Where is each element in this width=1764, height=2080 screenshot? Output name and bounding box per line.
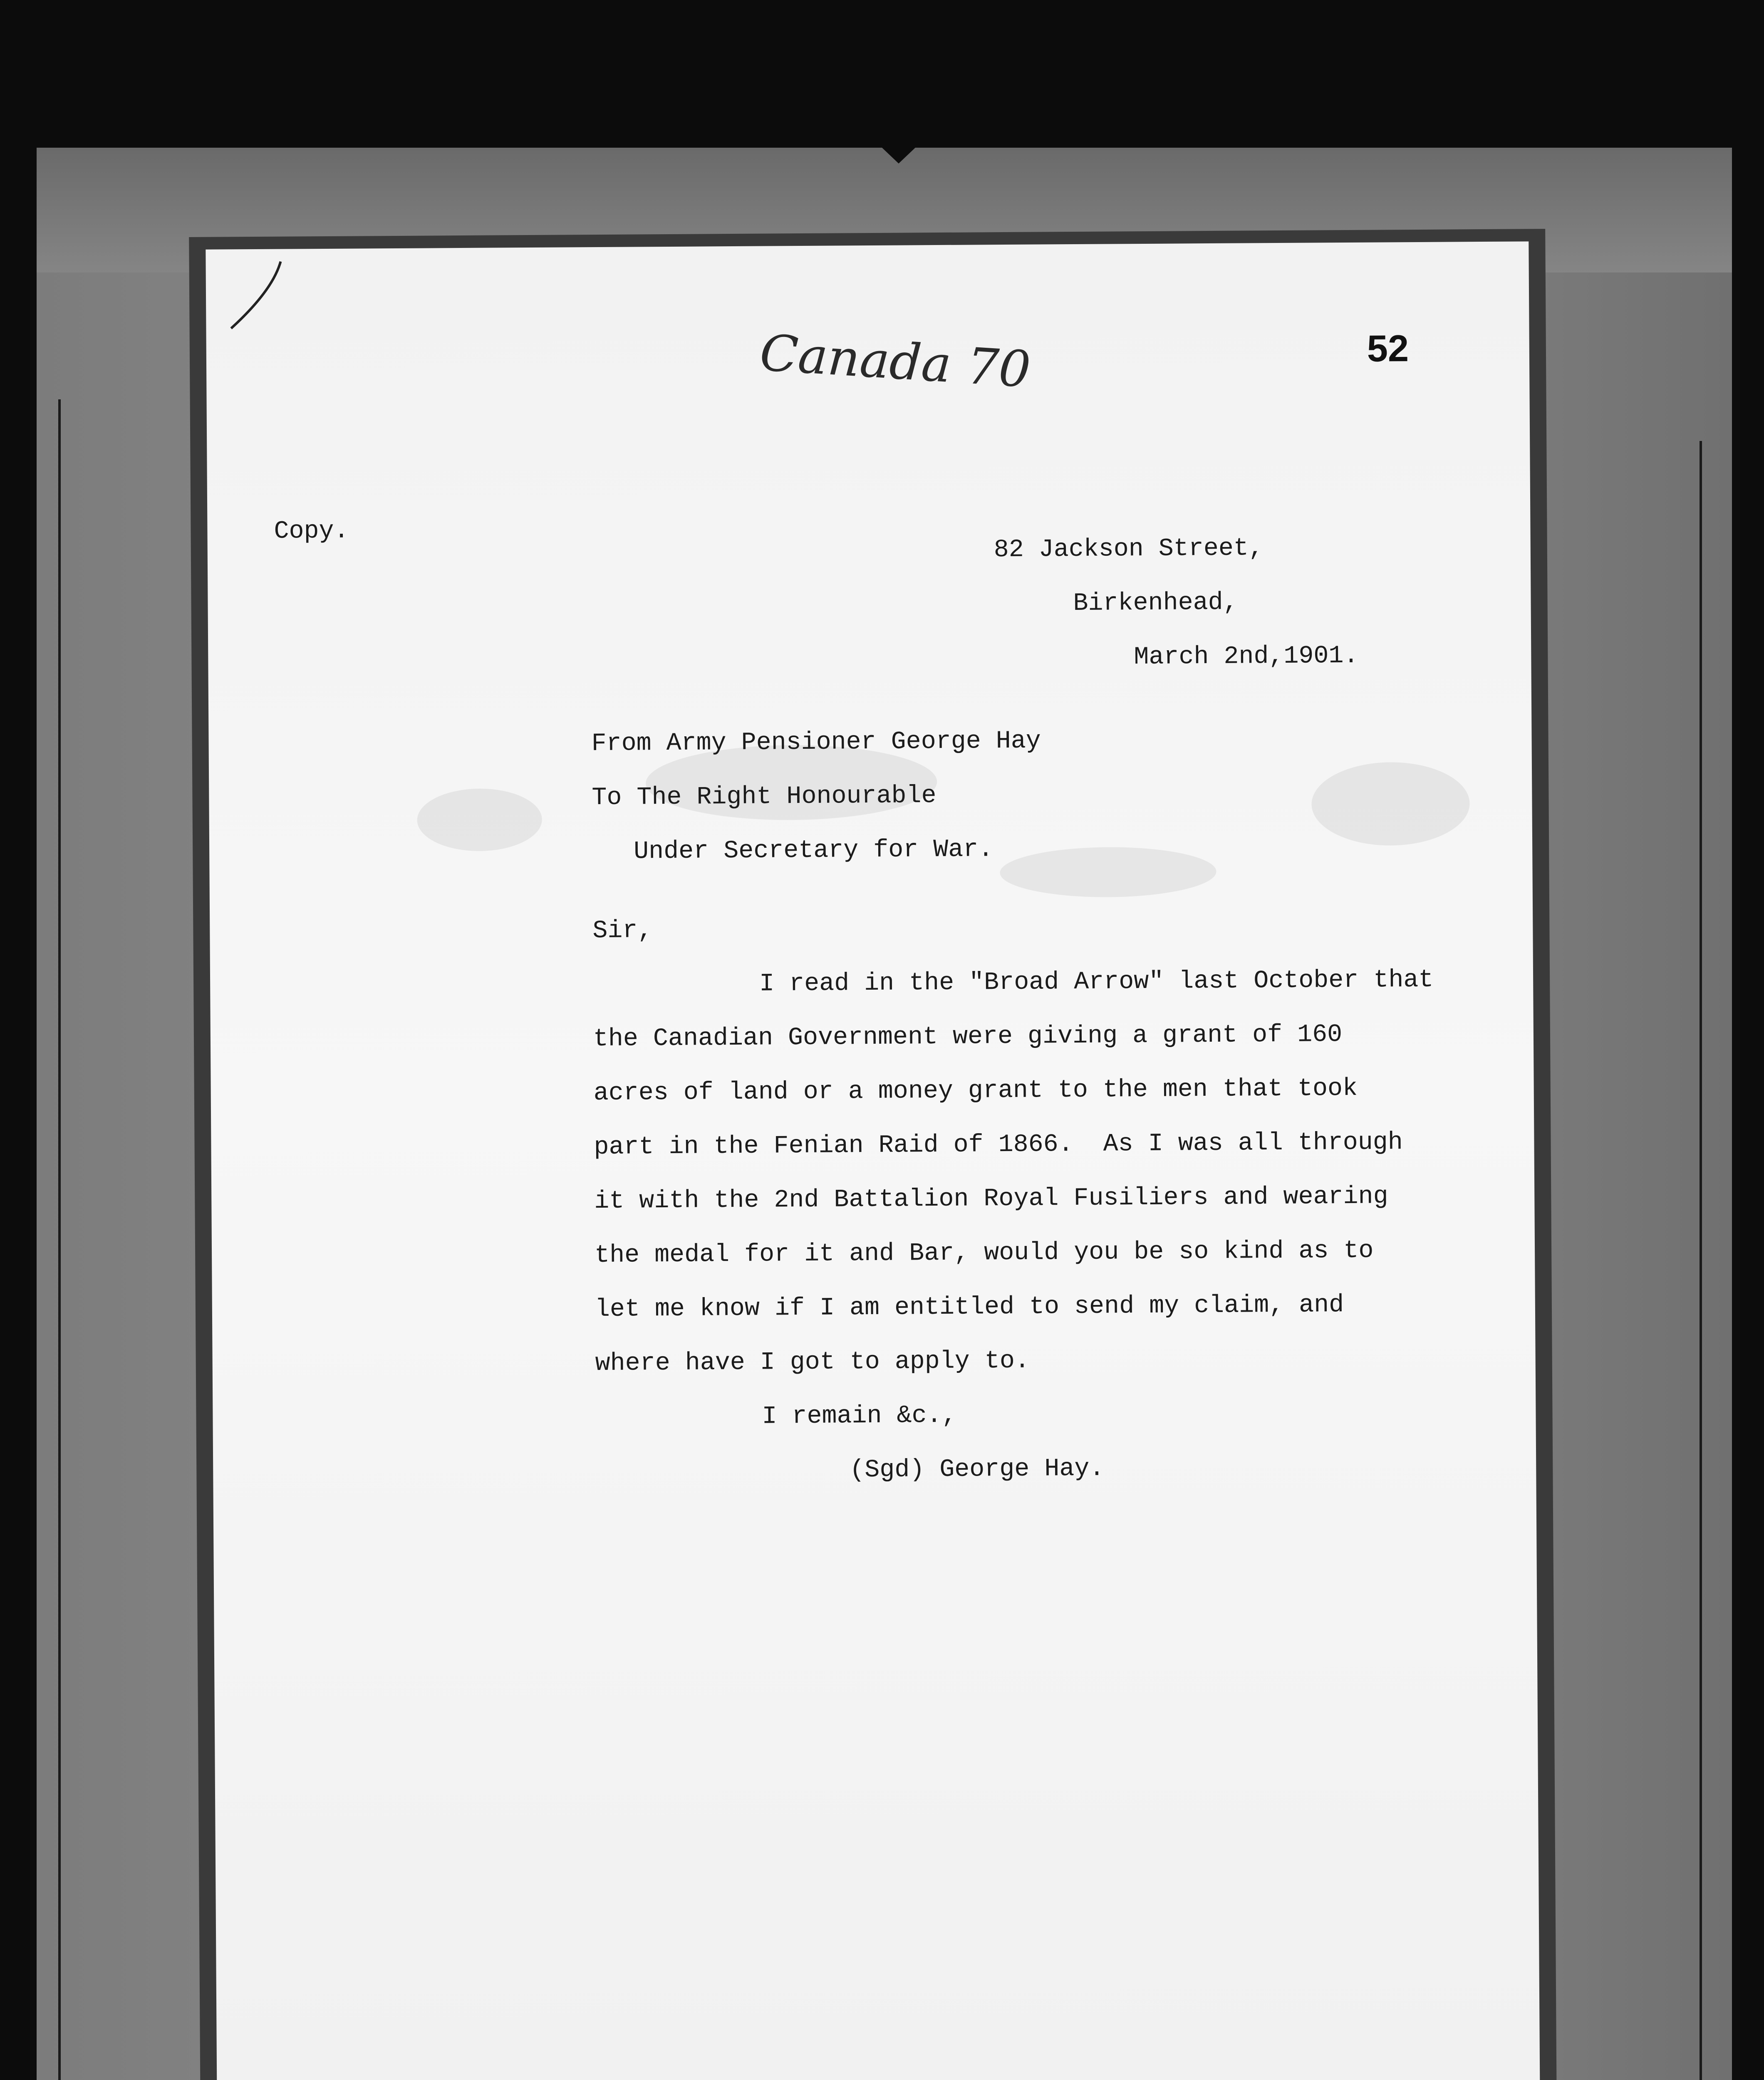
to-line-1: To The Right Honourable	[592, 782, 937, 812]
body-line: part in the Fenian Raid of 1866. As I was all through	[594, 1128, 1403, 1162]
body-line: it with the 2nd Battalion Royal Fusiliers and wearing	[594, 1182, 1388, 1216]
handwritten-annotation: Canada 70	[758, 324, 1033, 399]
body-line: I read in the "Broad Arrow" last October that	[759, 966, 1434, 998]
frame-rail-left	[58, 399, 61, 2080]
document-sheet	[206, 241, 1541, 2080]
address-line-2: Birkenhead,	[1073, 588, 1238, 618]
closing: I remain &c.,	[762, 1401, 957, 1431]
pen-mark	[222, 258, 289, 333]
paper-stain	[1311, 762, 1470, 846]
frame-notch	[882, 148, 915, 163]
from-line: From Army Pensioner George Hay	[591, 727, 1041, 758]
to-line-2: Under Secretary for War.	[633, 835, 993, 866]
signature: (Sgd) George Hay.	[850, 1454, 1105, 1485]
paper-stain	[1000, 847, 1216, 898]
body-line: where have I got to apply to.	[595, 1347, 1030, 1378]
body-line: let me know if I am entitled to send my claim, and	[595, 1291, 1344, 1324]
page-number: 52	[1367, 328, 1409, 370]
address-line-1: 82 Jackson Street,	[993, 534, 1264, 565]
letter-date: March 2nd,1901.	[1134, 641, 1359, 672]
salutation: Sir,	[592, 916, 653, 946]
body-line: the Canadian Government were giving a grant of 160	[593, 1020, 1343, 1054]
body-line: acres of land or a money grant to the men that took	[593, 1074, 1358, 1108]
frame-rail-right	[1700, 441, 1702, 2080]
paper-stain	[417, 788, 542, 852]
copy-label: Copy.	[274, 517, 349, 546]
body-line: the medal for it and Bar, would you be so kind as to	[594, 1236, 1374, 1270]
